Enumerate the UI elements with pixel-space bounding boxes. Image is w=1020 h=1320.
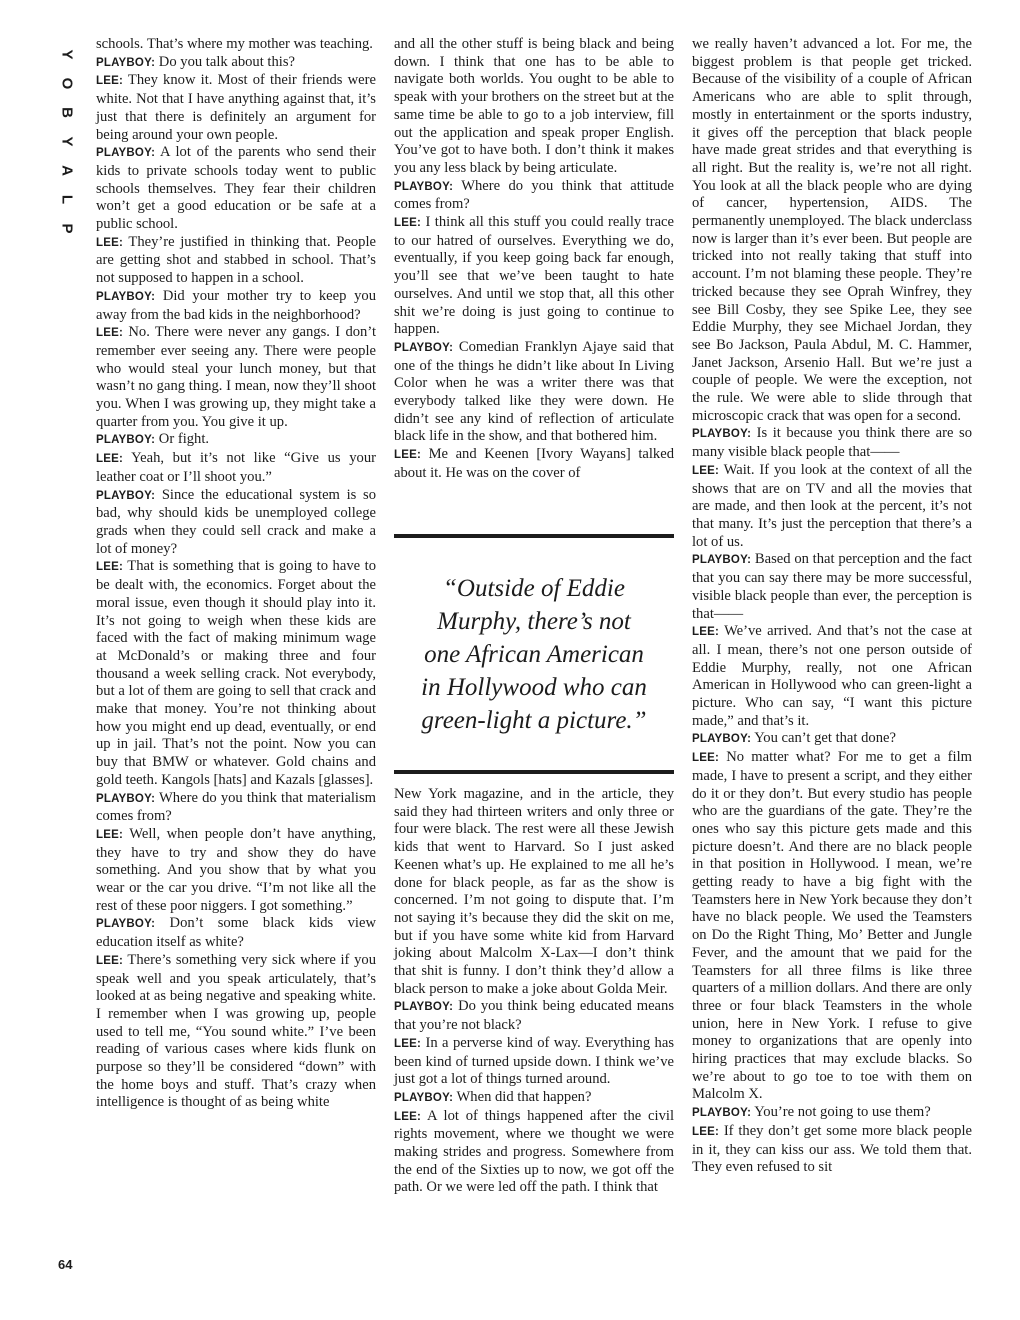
interview-paragraph xyxy=(394,214,674,339)
interview-paragraph xyxy=(692,623,972,730)
speaker-label: LEE: xyxy=(692,1125,719,1138)
speaker-label: PLAYBOY: xyxy=(96,918,156,931)
interview-paragraph xyxy=(96,558,376,789)
interview-paragraph xyxy=(692,462,972,552)
speaker-label: LEE: xyxy=(692,464,719,477)
speaker-label: LEE: xyxy=(394,217,421,230)
speaker-label: LEE: xyxy=(96,561,123,574)
interview-paragraph xyxy=(96,450,376,486)
pull-quote-box xyxy=(394,534,674,774)
interview-paragraph xyxy=(394,446,674,482)
speaker-label: LEE: xyxy=(394,449,421,462)
interview-paragraph xyxy=(96,144,376,234)
speaker-label: PLAYBOY: xyxy=(692,1107,752,1120)
paragraph-text: Well, when people don’t have anything, they have to try and show they do have something. And you show that by what you wear or the car you drive. “I’m not like all the rest of these poor niggers. I got something.” xyxy=(96,825,377,914)
speaker-label: PLAYBOY: xyxy=(692,554,752,567)
paragraph-text: Don’t some black kids view education itself as white? xyxy=(96,915,376,951)
paragraph-text: You’re not going to use them? xyxy=(754,1104,931,1121)
interview-paragraph xyxy=(692,425,972,461)
page-number: 64 xyxy=(58,1257,73,1272)
interview-paragraph xyxy=(394,339,674,446)
paragraph-text: New York magazine, and in the article, they said they had thirteen writers and only three or four were black. The rest were all these Jewish kids that went to Harvard. So I just asked Keenen what’s up. He explained to me all he’s done for black people, as far as the show is concerned. I’m not going to dispute that. I’m not saying it’s because they did the skit on me, but if you have some white kid from Harvard joking about Malcolm X-Lax—I don’t think that shit is funny. I don’t think they’d allow a black person to make a joke about Golda Meir. xyxy=(394,786,674,997)
pull-quote: “Outside of Eddie Murphy, there’s not one African American in Hollywood who can green-light a picture.” xyxy=(421,574,647,734)
column-1 xyxy=(96,36,376,1112)
paragraph-text: Where do you think that materialism comes from? xyxy=(96,789,376,825)
paragraph-text: Based on that perception and the fact that you can say there may be more successful, visible black people than ever, the perception is that—— xyxy=(692,551,972,622)
paragraph-text: No matter what? For me to get a film made, I have to present a script, and they either do it or they don’t. But every studio has people who are the guardians of the gate. They’re the ones who say this picture gets made and this picture doesn’t. And there are no black people in that position in Hollywood. I mean, we’re getting ready to have a big fight with the Teamsters here in New York because they don’t have no black people. We used the Teamsters on Do the Right Thing, Mo’ Better and Jungle Fever, and the amount that we paid for the Teamsters for all three films is like three quarters of a million dollars. And there are only three or four black Teamsters in the whole union, here in New York. I refuse to give money to organizations that are openly into hiring practices that may exclude blacks. So we’re about to go toe to toe with them on Malcolm X. xyxy=(692,749,972,1103)
brand-letter: Y xyxy=(58,136,76,147)
paragraph-text: Do you think being educated means that you’re not black? xyxy=(394,998,674,1034)
interview-paragraph xyxy=(96,487,376,559)
interview-paragraph xyxy=(394,178,674,214)
brand-letter: O xyxy=(58,77,76,90)
interview-paragraph xyxy=(692,730,972,749)
interview-paragraph xyxy=(96,288,376,324)
paragraph-text: In a perverse kind of way. Everything has been kind of turned upside down. I think we’ve just got a lot of things turned around. xyxy=(394,1034,675,1088)
speaker-label: LEE: xyxy=(96,828,123,841)
speaker-label: LEE: xyxy=(96,236,123,249)
brand-letter: P xyxy=(58,223,76,234)
speaker-label: PLAYBOY: xyxy=(96,56,156,69)
interview-paragraph xyxy=(394,786,674,998)
interview-paragraph xyxy=(96,36,376,54)
paragraph-text: schools. That’s where my mother was teaching. xyxy=(96,36,373,52)
speaker-label: LEE: xyxy=(96,327,123,340)
speaker-label: LEE: xyxy=(394,1037,421,1050)
speaker-label: PLAYBOY: xyxy=(394,1001,454,1014)
interview-paragraph xyxy=(394,998,674,1034)
speaker-label: LEE: xyxy=(394,1110,421,1123)
interview-paragraph xyxy=(96,324,376,431)
interview-paragraph xyxy=(96,790,376,826)
paragraph-text: They know it. Most of their friends were white. Not that I have anything against that, it’s just that there is definitely an argument for being around your own people. xyxy=(96,72,376,143)
speaker-label: LEE: xyxy=(692,752,719,765)
paragraph-text: Is it because you think there are so many visible black people that—— xyxy=(692,425,972,461)
brand-letter: A xyxy=(58,165,76,176)
paragraph-text: We’ve arrived. And that’s not the case at all. I mean, there’s not one person outside of Eddie Murphy, really, not one African American in Hollywood who can green-light a picture. Who can say, “I want this picture made,” and that’s it. xyxy=(692,623,973,729)
interview-paragraph xyxy=(394,36,674,178)
speaker-label: LEE: xyxy=(692,626,719,639)
interview-paragraph xyxy=(692,36,972,425)
paragraph-text: That is something that is going to have to be dealt with, the economics. Forget about the moral issue, even though it should play into it. It’s not going to weigh when these kids are faced with the fact of making minimum wage at McDonald’s or making three and four thousand a week selling crack. Not everybody, but a lot of them are going to sell that crack and make that money. You’re not thinking about how you might end up dead, eventually, or end up in jail. That’s not the point. Now you can buy that BMW or whatever. Gold chains and gold teeth. Kangols [hats] and Kazals [glasses]. xyxy=(96,558,376,788)
speaker-label: PLAYBOY: xyxy=(394,180,454,193)
paragraph-text: Or fight. xyxy=(158,431,210,448)
column-2-bottom xyxy=(394,786,674,1197)
interview-paragraph xyxy=(96,72,376,144)
speaker-label: PLAYBOY: xyxy=(96,147,156,160)
interview-paragraph xyxy=(394,1089,674,1108)
brand-letter: L xyxy=(58,194,76,205)
interview-paragraph xyxy=(96,431,376,450)
paragraph-text: There’s something very sick where if you speak well and you speak articulately, that’s looked at as being negative and speaking white. I remember when I was growing up, people used to tell me, “You sound white.” I’ve been reading of various cases where kids flunk on purpose so they’ll be considered “down” with the home boys and stuff. That’s crazy when intelligence is thought of as being white xyxy=(96,951,376,1111)
column-2-top xyxy=(394,36,674,483)
paragraph-text: No. There were never any gangs. I don’t remember ever seeing any. There were people who would steal your lunch money, but that wasn’t no gang thing. I mean, now they’ll shoot you. When I was growing up, they might take a quarter from you. You give it up. xyxy=(96,324,376,430)
brand-letter: Y xyxy=(58,49,76,60)
speaker-label: LEE: xyxy=(96,954,123,967)
speaker-label: PLAYBOY: xyxy=(96,434,156,447)
paragraph-text: Me and Keenen [Ivory Wayans] talked about it. He was on the cover of xyxy=(394,446,674,481)
paragraph-text: Wait. If you look at the context of all the shows that are on TV and all the movies that are made, and then look at the percent, it’s not that many. It’s just the perception that there’s a lot of us. xyxy=(692,461,972,550)
paragraph-text: If they don’t get some more black people in it, they can kiss our ass. We told them that. They even refused to sit xyxy=(692,1122,972,1176)
speaker-label: LEE: xyxy=(96,453,123,466)
speaker-label: PLAYBOY: xyxy=(96,489,156,502)
interview-paragraph xyxy=(394,1108,674,1198)
interview-paragraph xyxy=(692,1104,972,1123)
interview-paragraph xyxy=(96,54,376,73)
interview-paragraph xyxy=(96,915,376,951)
interview-paragraph xyxy=(692,1123,972,1177)
column-3 xyxy=(692,36,972,1177)
interview-paragraph xyxy=(96,826,376,916)
paragraph-text: They’re justified in thinking that. People are getting shot and stabbed in school. That’s not supposed to happen in a school. xyxy=(96,233,376,287)
paragraph-text: and all the other stuff is being black and being down. I think that one has to be able to navigate both worlds. You ought to be able to speak with your brothers on the street but at the same time be able to go to a job interview, fill out the application and speak proper English. You’ve got to have both. I don’t think it makes you any less black by being articulate. xyxy=(394,36,674,176)
paragraph-text: Since the educational system is so bad, why should kids be unemployed college grads when they could sell crack and make a lot of money? xyxy=(96,486,376,557)
paragraph-text: Did your mother try to keep you away from the bad kids in the neighborhood? xyxy=(96,287,376,323)
interview-paragraph xyxy=(692,749,972,1104)
paragraph-text: Comedian Franklyn Ajaye said that one of the things he didn’t like about In Living Color when he was a writer there was that everybody talked like they were down. He didn’t see any kind of reflection of articulate black life in the show, and that bothered him. xyxy=(394,338,674,445)
paragraph-text: Where do you think that attitude comes from? xyxy=(394,177,674,213)
paragraph-text: When did that happen? xyxy=(456,1088,592,1105)
paragraph-text: we really haven’t advanced a lot. For me, the biggest problem is that people get tricked. Because of the visibility of a couple of African Americans who are able to split through, mostly in entertainment or the sports industry, it gives off the perception that black people have made great strides and that everything is all right. But the reality is, we’re not all right. You look at all the black people who are dying of cancer, hypertension, AIDS. The permanently unemployed. The black underclass now is larger than it’s ever been. But people are tricked into not really taking that stuff into account. I’m not blaming these people. They’re tricked because they see Oprah Winfrey, they see Bill Cosby, they see Spike Lee, they see Eddie Murphy, they see Michael Jordan, they see Bo Jackson, Paula Abdul, M. C. Hammer, Janet Jackson, Arsenio Hall. But we’re just a couple of people. We were the exception, not the rule. We were able to slide through that microscopic crack that was open for a second. xyxy=(692,36,972,424)
paragraph-text: A lot of things happened after the civil rights movement, where we thought we were making strides and progress. Somewhere from the end of the Sixties up to now, we got off the path. Or we were led off the path. I think that xyxy=(394,1107,674,1196)
interview-paragraph xyxy=(96,234,376,288)
interview-paragraph xyxy=(394,1035,674,1089)
speaker-label: PLAYBOY: xyxy=(96,792,156,805)
magazine-brand-vertical xyxy=(55,40,79,243)
speaker-label: PLAYBOY: xyxy=(96,290,156,303)
speaker-label: PLAYBOY: xyxy=(692,733,752,746)
paragraph-text: I think all this stuff you could really trace to our hatred of ourselves. Everything we do, eventually, if you keep going back far enough, you’ll see that we’ve been taught to hate ourselves. And until we stop that, all this other shit we’re doing is just going to continue to happen. xyxy=(394,214,674,338)
speaker-label: PLAYBOY: xyxy=(394,341,454,354)
speaker-label: PLAYBOY: xyxy=(394,1091,454,1104)
paragraph-text: A lot of the parents who send their kids to private schools today went to public schools themselves. They fear their children won’t get a good education or be safe at a public school. xyxy=(96,144,376,233)
interview-paragraph xyxy=(96,952,376,1112)
paragraph-text: You can’t get that done? xyxy=(754,730,896,747)
interview-paragraph xyxy=(692,551,972,623)
speaker-label: PLAYBOY: xyxy=(692,428,752,441)
brand-letter: B xyxy=(58,107,76,118)
speaker-label: LEE: xyxy=(96,75,123,88)
paragraph-text: Yeah, but it’s not like “Give us your leather coat or I’ll shoot you.” xyxy=(96,450,376,485)
paragraph-text: Do you talk about this? xyxy=(158,53,295,70)
